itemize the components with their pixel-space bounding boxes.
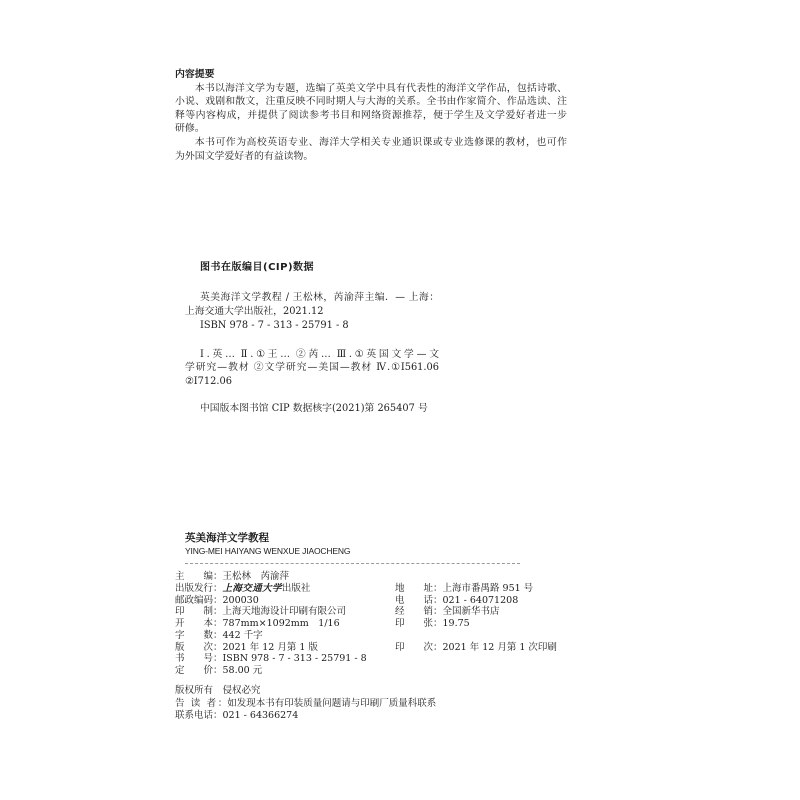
info-row (175, 618, 635, 630)
field-label: 印 次： (395, 641, 443, 653)
reader-notice (175, 698, 436, 711)
field-value: ISBN 978 - 7 - 313 - 25791 - 8 (222, 653, 367, 665)
cip-catalog-entry (185, 291, 439, 333)
summary-line: 研修。 (175, 123, 205, 135)
field-label: 邮政编码： (175, 594, 223, 606)
contact-label: 联系电话： (175, 710, 223, 721)
contact-phone (175, 710, 436, 723)
info-row (175, 571, 635, 583)
field-value: 上海天地海设计印刷有限公司 (222, 606, 347, 618)
contact-value: 021 - 64366274 (222, 710, 299, 721)
cip-catalog-line: ISBN 978 - 7 - 313 - 25791 - 8 (200, 320, 349, 331)
info-row (175, 583, 635, 595)
book-title: 英美海洋文学教程 (185, 532, 269, 544)
info-row (175, 665, 635, 677)
impression-field (395, 642, 625, 654)
printed-sheets-field (395, 618, 625, 630)
publisher-logo: 上海交通大学 (222, 582, 282, 594)
dashed-divider (185, 563, 520, 564)
cip-subject-line: Ⅰ.英… Ⅱ.①王… ②芮… Ⅲ.①英国文学—文 (200, 349, 439, 360)
summary-line: 本书以海洋文学为专题，选编了英美文学中具有代表性的海洋文学作品，包括诗歌、 (194, 82, 567, 94)
field-label: 主 编： (175, 571, 223, 582)
summary-line: 本书可作为高校英语专业、海洋大学相关专业通识课或专业选修课的教材，也可作 (194, 136, 567, 148)
info-row (175, 630, 635, 642)
cip-catalog-line: 英美海洋文学教程 / 王松林，芮渝萍主编．— 上海： (200, 292, 439, 303)
field-value: 442 千字 (222, 629, 263, 641)
field-value: 58.00 元 (222, 665, 263, 676)
book-title-pinyin: YING-MEI HAIYANG WENXUE JIAOCHENG (185, 546, 351, 556)
field-value: 200030 (222, 594, 259, 606)
publisher-field (175, 583, 395, 595)
empty-cell (395, 665, 625, 677)
notice-label: 告 读 者： (175, 697, 228, 709)
cip-subject-line: 学研究—教材 ②文学研究—美国—教材 Ⅳ.①I561.06 (185, 362, 439, 374)
field-label: 电 话： (395, 594, 443, 606)
info-row (175, 606, 635, 618)
field-label: 出版发行： (175, 582, 223, 594)
isbn-field (175, 653, 395, 665)
field-label: 经 销： (395, 606, 443, 618)
field-label: 印 张： (395, 618, 443, 629)
field-value: 2021 年 12 月第 1 次印刷 (442, 641, 557, 653)
field-value: 19.75 (442, 618, 470, 629)
cip-subject-line: ②I712.06 (185, 375, 232, 387)
phone-field (395, 595, 625, 607)
summary-line: 小说、戏剧和散文，注重反映不同时期人与大海的关系。全书由作家简介、作品选读、注 (175, 96, 567, 108)
publication-info (175, 571, 635, 677)
cip-approval-number: 中国版本图书馆 CIP 数据核字(2021)第 265407 号 (200, 403, 428, 414)
field-label: 定 价： (175, 665, 223, 676)
field-value: 2021 年 12 月第 1 版 (222, 641, 318, 653)
content-summary (175, 68, 567, 163)
word-count-field (175, 630, 395, 642)
field-label: 字 数： (175, 629, 223, 641)
summary-line: 为外国文学爱好者的有益读物。 (175, 150, 314, 162)
printer-field (175, 606, 395, 618)
cip-heading: 图书在版编目(CIP)数据 (200, 262, 315, 273)
field-value: 王松林 芮渝萍 (222, 571, 290, 582)
cip-subject-entry (185, 348, 439, 388)
editors-field (175, 571, 395, 583)
info-row (175, 653, 635, 665)
empty-cell (395, 571, 625, 583)
field-value: 上海市番禺路 951 号 (442, 582, 534, 594)
field-label: 版 次： (175, 641, 223, 653)
address-field (395, 583, 625, 595)
rights-notice (175, 685, 436, 723)
notice-text: 如发现本书有印装质量问题请与印刷厂质量科联系 (227, 697, 437, 709)
empty-cell (395, 630, 625, 642)
postcode-field (175, 595, 395, 607)
price-field (175, 665, 395, 677)
info-row (175, 595, 635, 607)
edition-field (175, 642, 395, 654)
field-value: 787mm×1092mm 1/16 (222, 618, 340, 629)
distributor-field (395, 606, 625, 618)
summary-line: 释等内容构成，并提供了阅读参考书目和网络资源推荐，便于学生及文学爱好者进一步 (175, 109, 567, 121)
copyright-statement: 版权所有 侵权必究 (175, 685, 261, 696)
field-label: 地 址： (395, 582, 443, 594)
field-label: 书 号： (175, 653, 223, 665)
cip-catalog-line: 上海交通大学出版社，2021.12 (185, 306, 324, 317)
field-label: 印 制： (175, 606, 223, 618)
field-value: 全国新华书店 (442, 606, 500, 618)
field-label: 开 本： (175, 618, 223, 629)
field-value: 出版社 (281, 582, 311, 594)
format-field (175, 618, 395, 630)
empty-cell (395, 653, 625, 665)
info-row (175, 642, 635, 654)
field-value: 021 - 64071208 (442, 594, 519, 606)
summary-heading: 内容提要 (175, 69, 215, 80)
